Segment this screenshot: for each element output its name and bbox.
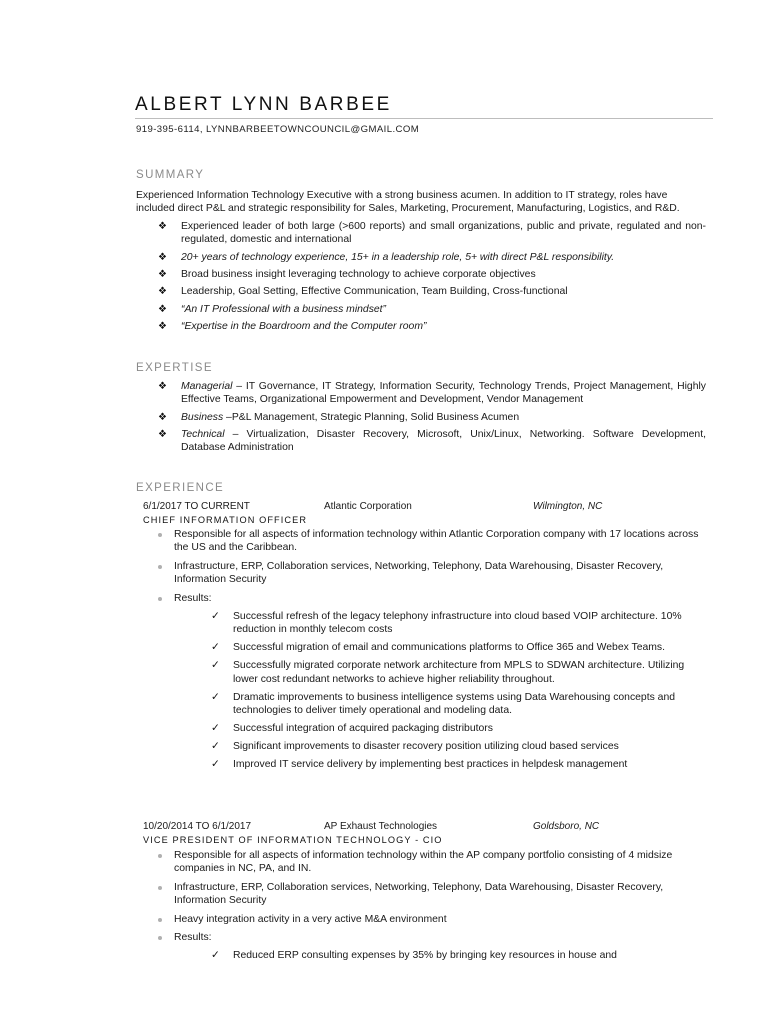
list-item: ✓ Successful integration of acquired packaging distributors	[211, 722, 493, 735]
list-item: ❖ Managerial – IT Governance, IT Strategy, Information Security, Technology Trends, Project Management, Highly Effective Teams, Organizational Empowerment and Development, Vendor Management	[158, 381, 706, 406]
list-item: Responsible for all aspects of information technology within Atlantic Corporation company with 17 locations across the US and the Caribbean.	[158, 528, 706, 555]
list-item: ✓ Significant improvements to disaster recovery position utilizing cloud based services	[211, 740, 619, 753]
job-company: AP Exhaust Technologies	[324, 821, 438, 832]
list-item: ✓ Successful refresh of the legacy telephony infrastructure into cloud based VOIP architecture. 10% reduction in monthly telecom costs	[211, 610, 682, 636]
dot-bullet-icon	[158, 886, 162, 890]
diamond-bullet-icon: ❖	[158, 381, 167, 392]
checkmark-icon: ✓	[211, 740, 220, 753]
checkmark-icon: ✓	[211, 610, 220, 622]
job-results	[211, 949, 711, 967]
list-item: Results:	[158, 592, 706, 605]
diamond-bullet-icon: ❖	[158, 221, 167, 232]
list-item: ❖ Experienced leader of both large (>600 reports) and small organizations, public and private, regulated and non-regulated, domestic and international	[158, 221, 706, 246]
list-item: ✓ Improved IT service delivery by implementing best practices in helpdesk management	[211, 758, 628, 771]
diamond-bullet-icon: ❖	[158, 269, 167, 280]
list-item: ✓ Successfully migrated corporate network architecture from MPLS to SDWAN architecture. Utilizing lower cost redundant networks to achieve higher reliability throughout.	[211, 659, 685, 685]
checkmark-icon: ✓	[211, 758, 220, 771]
header-divider	[135, 118, 713, 119]
job-title: CHIEF INFORMATION OFFICER	[143, 515, 308, 525]
contact-line: 919-395-6114, LYNNBARBEETOWNCOUNCIL@GMAIL.COM	[136, 124, 420, 135]
list-item: Results:	[158, 931, 706, 944]
list-item: ❖ “Expertise in the Boardroom and the Computer room”	[158, 320, 427, 332]
dot-bullet-icon	[158, 854, 162, 858]
checkmark-icon: ✓	[211, 722, 220, 735]
list-item: Heavy integration activity in a very active M&A environment	[158, 913, 706, 926]
dot-bullet-icon	[158, 533, 162, 537]
checkmark-icon: ✓	[211, 690, 220, 703]
list-item: ❖ Leadership, Goal Setting, Effective Communication, Team Building, Cross-functional	[158, 286, 568, 298]
list-item: ✓ Dramatic improvements to business intelligence systems using Data Warehousing concepts and technologies to deliver timely operational and modeling data.	[211, 690, 676, 717]
checkmark-icon: ✓	[211, 641, 220, 654]
diamond-bullet-icon: ❖	[158, 411, 167, 423]
experience-heading: EXPERIENCE	[136, 482, 225, 494]
dot-bullet-icon	[158, 565, 162, 569]
job-dates: 10/20/2014 TO 6/1/2017	[143, 821, 252, 832]
list-item: Responsible for all aspects of information technology within the AP company portfolio consisting of 4 midsize companies in NC, PA, and IN.	[158, 849, 706, 876]
expertise-heading: EXPERTISE	[136, 362, 213, 374]
list-item: ❖ “An IT Professional with a business mindset”	[158, 303, 387, 315]
list-item: ❖ Broad business insight leveraging technology to achieve corporate objectives	[158, 269, 536, 280]
candidate-name: ALBERT LYNN BARBEE	[135, 94, 392, 115]
summary-intro: Experienced Information Technology Executive with a strong business acumen. In addition to IT strategy, roles have included direct P&L and strategic responsibility for Sales, Marketing, Procurement, Manufacturing, Logistics, and R&D.	[136, 190, 680, 215]
list-item: ❖ 20+ years of technology experience, 15+ in a leadership role, 5+ with direct P&L responsibility.	[158, 251, 615, 263]
expertise-bullets	[158, 380, 706, 459]
diamond-bullet-icon: ❖	[158, 251, 167, 263]
summary-bullets	[158, 220, 706, 337]
checkmark-icon: ✓	[211, 659, 220, 672]
list-item: ✓ Reduced ERP consulting expenses by 35% by bringing key resources in house and	[211, 949, 617, 961]
job-company: Atlantic Corporation	[324, 501, 412, 512]
dot-bullet-icon	[158, 936, 162, 940]
list-item: ✓ Successful migration of email and communications platforms to Office 365 and Webex Teams.	[211, 641, 665, 654]
job-title: VICE PRESIDENT OF INFORMATION TECHNOLOGY - CIO	[143, 835, 443, 845]
diamond-bullet-icon: ❖	[158, 303, 167, 315]
diamond-bullet-icon: ❖	[158, 320, 167, 332]
job-dates: 6/1/2017 TO CURRENT	[143, 501, 250, 512]
job-results	[211, 610, 711, 776]
job-responsibilities	[158, 849, 706, 949]
list-item: ❖ Business –P&L Management, Strategic Planning, Solid Business Acumen	[158, 411, 520, 423]
dot-bullet-icon	[158, 597, 162, 601]
job-location: Goldsboro, NC	[533, 821, 600, 832]
summary-heading: SUMMARY	[136, 169, 205, 181]
job-location: Wilmington, NC	[533, 501, 603, 512]
checkmark-icon: ✓	[211, 949, 220, 961]
list-item: Infrastructure, ERP, Collaboration services, Networking, Telephony, Data Warehousing, Disaster Recovery, Information Security	[158, 881, 706, 908]
list-item: Infrastructure, ERP, Collaboration services, Networking, Telephony, Data Warehousing, Disaster Recovery, Information Security	[158, 560, 706, 587]
diamond-bullet-icon: ❖	[158, 429, 167, 440]
job-responsibilities	[158, 528, 706, 610]
list-item: ❖ Technical – Virtualization, Disaster Recovery, Microsoft, Unix/Linux, Networking. Software Development, Database Administration	[158, 429, 706, 454]
diamond-bullet-icon: ❖	[158, 286, 167, 298]
dot-bullet-icon	[158, 918, 162, 922]
